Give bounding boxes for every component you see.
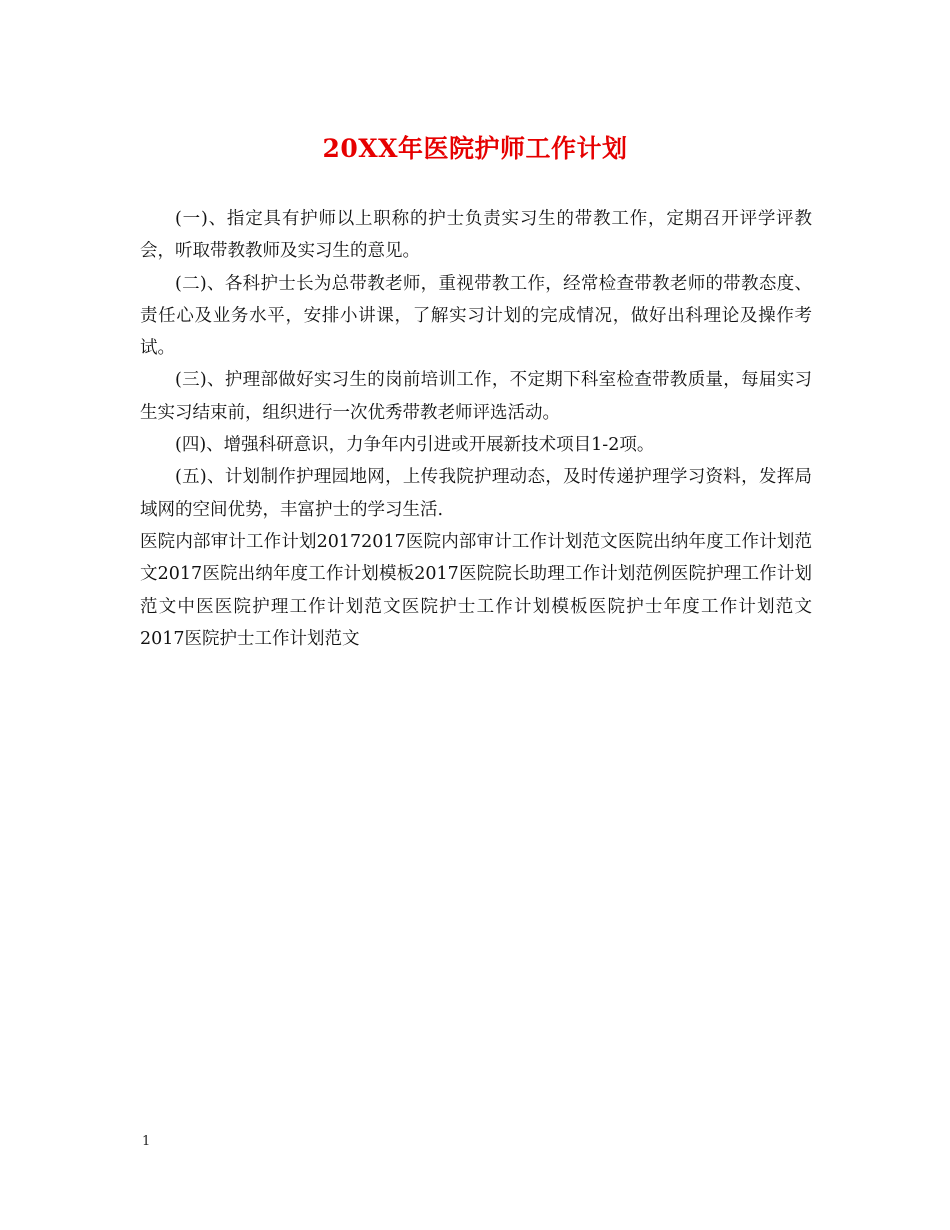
related-documents-text: 医院内部审计工作计划20172017医院内部审计工作计划范文医院出纳年度工作计划范文2017医院出纳年度工作计划模板2017医院院长助理工作计划范例医院护理工作计划范文中医医院护理工作计划范文医院护士工作计划模板医院护士年度工作计划范文2017医院护士工作计划范文 (140, 531, 812, 649)
page-number: 1 (142, 1134, 151, 1149)
document-title: 20XX年医院护师工作计划 (322, 134, 628, 163)
paragraph-4: (四)、增强科研意识，力争年内引进或开展新技术项目1-2项。 (175, 435, 655, 456)
paragraph-5: (五)、计划制作护理园地网，上传我院护理动态，及时传递护理学习资料，发挥局域网的空间优势，丰富护士的学习生活. (140, 467, 812, 520)
paragraph-3: (三)、护理部做好实习生的岗前培训工作，不定期下科室检查带教质量，每届实习生实习结束前，组织进行一次优秀带教老师评选活动。 (140, 370, 812, 423)
paragraph-2: (二)、各科护士长为总带教老师，重视带教工作，经常检查带教老师的带教态度、责任心及业务水平，安排小讲课，了解实习计划的完成情况，做好出科理论及操作考试。 (140, 273, 812, 359)
document-body (140, 203, 812, 655)
paragraph-1: (一)、指定具有护师以上职称的护士负责实习生的带教工作，定期召开评学评教会，听取带教教师及实习生的意见。 (140, 209, 812, 262)
